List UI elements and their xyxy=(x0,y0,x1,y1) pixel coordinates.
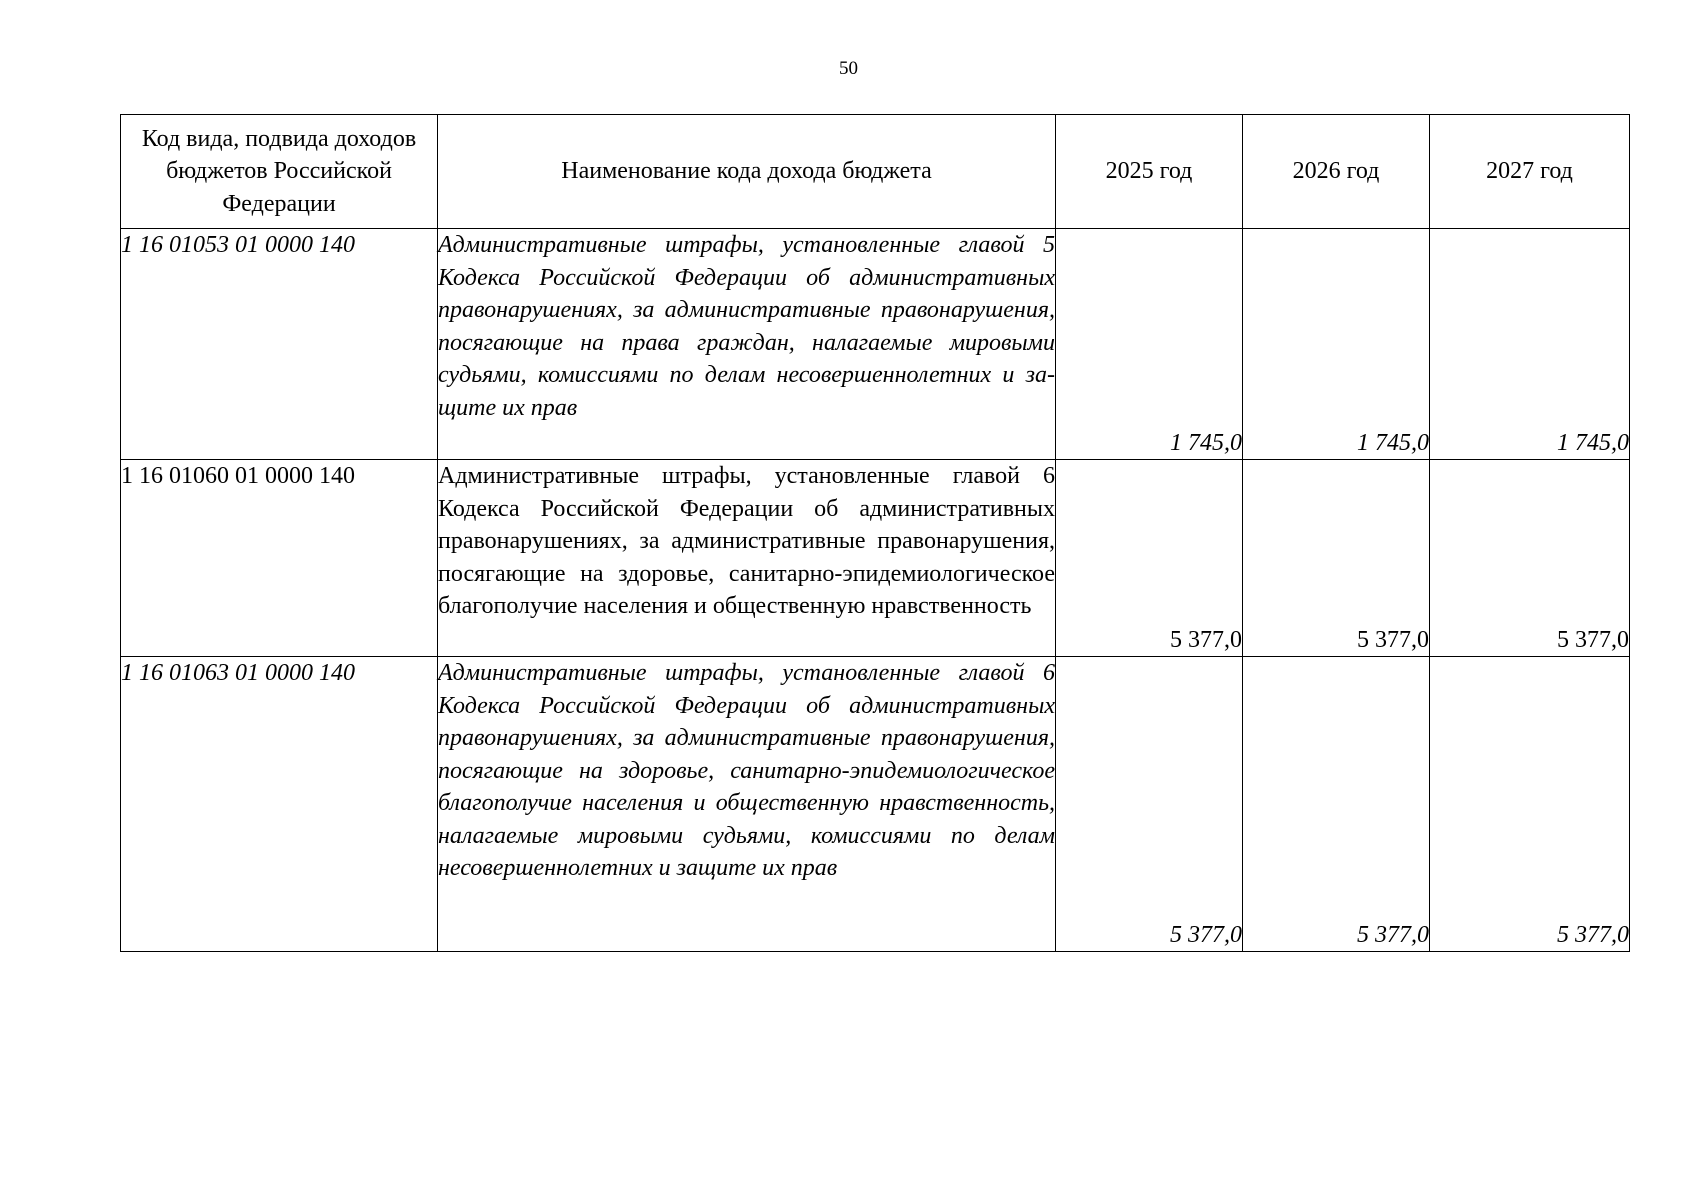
revenue-code: 1 16 01060 01 0000 140 xyxy=(121,460,438,657)
value-2026: 1 745,0 xyxy=(1243,229,1430,460)
header-code: Код вида, подвида доходов бюджетов Российской Федерации xyxy=(121,115,438,229)
value-2027: 5 377,0 xyxy=(1430,657,1630,952)
table-row xyxy=(121,657,1630,952)
header-year-2025: 2025 год xyxy=(1056,115,1243,229)
value-2027: 5 377,0 xyxy=(1430,460,1630,657)
table-row xyxy=(121,460,1630,657)
revenue-name: Административные штрафы, установленные главой 5 Кодекса Российской Федерации об административных правонарушениях, за административные правонарушения, посягающие на права граждан, налагаемые мировыми судьями, комиссиями по делам несовершеннолетних и защите их прав xyxy=(438,229,1056,460)
value-2025: 1 745,0 xyxy=(1056,229,1243,460)
page-number: 50 xyxy=(839,58,858,79)
revenue-code: 1 16 01063 01 0000 140 xyxy=(121,657,438,952)
value-2025: 5 377,0 xyxy=(1056,657,1243,952)
table-row xyxy=(121,229,1630,460)
revenue-table xyxy=(120,114,1630,952)
value-2026: 5 377,0 xyxy=(1243,657,1430,952)
header-year-2027: 2027 год xyxy=(1430,115,1630,229)
revenue-code: 1 16 01053 01 0000 140 xyxy=(121,229,438,460)
revenue-name: Административные штрафы, установленные главой 6 Кодекса Российской Федерации об административных правонарушениях, за административные правонарушения, посягающие на здоровье, санитарно-эпидемиологическое благополучие населения и общественную нравственность, налагаемые мировыми судьями, комиссиями по делам несовершеннолетних и защите их прав xyxy=(438,657,1056,952)
revenue-name: Административные штрафы, установленные главой 6 Кодекса Российской Федерации об административных правонарушениях, за административные правонарушения, посягающие на здоровье, санитарно-эпидемиологическое благополучие населения и общественную нравственность xyxy=(438,460,1056,657)
table-header-row xyxy=(121,115,1630,229)
value-2025: 5 377,0 xyxy=(1056,460,1243,657)
header-name: Наименование кода дохода бюджета xyxy=(438,115,1056,229)
value-2027: 1 745,0 xyxy=(1430,229,1630,460)
header-year-2026: 2026 год xyxy=(1243,115,1430,229)
value-2026: 5 377,0 xyxy=(1243,460,1430,657)
